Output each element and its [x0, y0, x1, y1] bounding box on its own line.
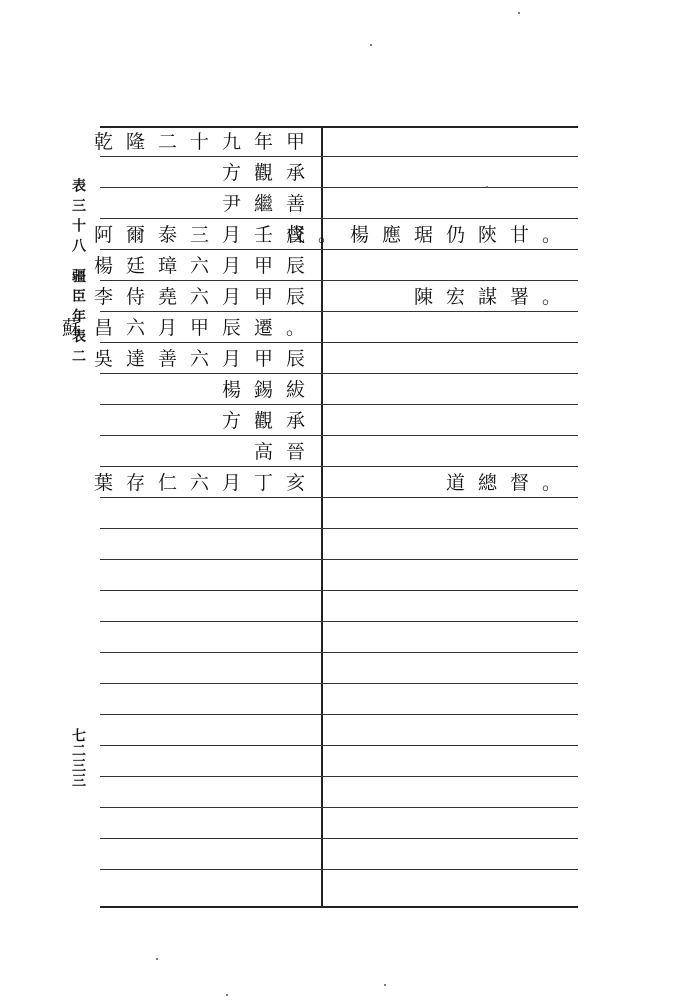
- table-row: [61, 313, 578, 343]
- table-row: [100, 437, 578, 467]
- right-cell: 陳宏謀署。: [413, 286, 574, 308]
- table-row: [93, 468, 578, 498]
- table-row: [93, 344, 578, 374]
- left-cell: 李侍堯六月甲辰: [93, 286, 318, 308]
- table-rule: [100, 683, 578, 684]
- table-row: [100, 189, 578, 219]
- right-cell: 督。楊應琚仍陝甘。: [285, 224, 574, 246]
- scan-speck: [518, 12, 520, 14]
- table-row: [93, 127, 578, 157]
- scan-speck: [226, 994, 228, 996]
- table-row: [93, 220, 578, 250]
- scan-speck: [486, 186, 488, 188]
- section-label: 表三十八 疆臣年表二: [70, 178, 86, 369]
- table-rule: [100, 838, 578, 839]
- table-rule: [100, 745, 578, 746]
- table-rule: [100, 528, 578, 529]
- table-row: [93, 282, 578, 312]
- table-rule: [100, 590, 578, 591]
- table-rule: [100, 906, 578, 908]
- table-row: [100, 406, 578, 436]
- left-cell: 阿爾泰三月壬戌: [93, 224, 318, 246]
- scan-speck: [384, 984, 386, 986]
- table-rule: [100, 869, 578, 870]
- table-row: [100, 158, 578, 188]
- table-rule: [100, 776, 578, 777]
- page-number: 七二三三: [70, 728, 86, 788]
- scan-speck: [370, 44, 372, 46]
- table-row: [100, 375, 578, 405]
- left-cell: 高晉: [253, 441, 318, 463]
- right-cell: 道總督。: [445, 472, 574, 494]
- table-rule: [100, 807, 578, 808]
- table-rule: [100, 559, 578, 560]
- left-cell: 吳達善六月甲辰: [93, 348, 318, 370]
- left-cell: 方觀承: [221, 162, 318, 184]
- left-cell: 葉存仁六月丁亥: [93, 472, 318, 494]
- left-cell: 乾隆二十九年甲: [93, 131, 318, 153]
- left-cell: 蘇昌六月甲辰遷。: [61, 317, 318, 339]
- table-row: [93, 251, 578, 281]
- table-rule: [100, 652, 578, 653]
- left-cell: 楊錫紱: [221, 379, 318, 401]
- left-cell: 尹繼善: [221, 193, 318, 215]
- left-cell: 方觀承: [221, 410, 318, 432]
- table-rule: [100, 714, 578, 715]
- scan-speck: [156, 958, 158, 960]
- left-cell: 楊廷璋六月甲辰: [93, 255, 318, 277]
- table-rule: [100, 621, 578, 622]
